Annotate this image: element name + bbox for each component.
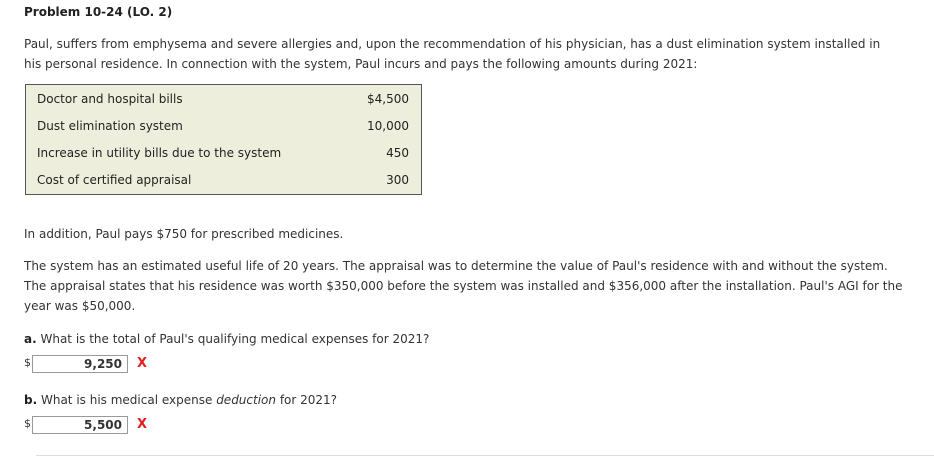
incorrect-x-icon: X xyxy=(137,417,148,432)
amount-value: 450 xyxy=(386,146,409,160)
amount-value: 300 xyxy=(386,173,409,187)
system-details: The system has an estimated useful life of 20 years. The appraisal was to determine the value of Paul's residence with and without the system. The appraisal states that his residence was worth $350,000 before the system was installed and $356,000 after the installation. Paul's AGI for the year was $50,000. xyxy=(24,259,903,313)
question-b xyxy=(24,393,337,407)
amounts-row xyxy=(26,140,421,167)
problem-title: Problem 10-24 (LO. 2) xyxy=(24,5,173,19)
amount-description: Increase in utility bills due to the system xyxy=(37,146,282,160)
question-b-emphasis: deduction xyxy=(216,393,276,407)
currency-symbol: $ xyxy=(24,356,31,369)
currency-symbol: $ xyxy=(24,417,31,430)
amount-description: Doctor and hospital bills xyxy=(37,92,183,106)
incorrect-x-icon: X xyxy=(137,356,148,371)
problem-intro: Paul, suffers from emphysema and severe allergies and, upon the recommendation of his physician, has a dust elimination system installed in his personal residence. In connection with the system, Paul incurs and pays the following amounts during 2021: xyxy=(24,37,881,71)
amounts-row xyxy=(26,113,421,140)
question-b-letter: b. xyxy=(24,393,38,407)
question-a-letter: a. xyxy=(24,332,37,346)
amounts-table xyxy=(25,84,422,195)
answer-b-input[interactable]: 5,500 xyxy=(32,416,128,434)
question-b-text-after: for 2021? xyxy=(276,393,338,407)
question-a xyxy=(24,332,429,346)
additional-info: In addition, Paul pays $750 for prescribed medicines. xyxy=(24,227,344,241)
answer-a-input[interactable]: 9,250 xyxy=(32,355,128,373)
divider xyxy=(36,455,934,456)
amount-value: $4,500 xyxy=(367,92,409,106)
question-b-text-before: What is his medical expense xyxy=(40,393,217,407)
amount-description: Cost of certified appraisal xyxy=(37,173,192,187)
amount-description: Dust elimination system xyxy=(37,119,183,133)
question-a-text: What is the total of Paul's qualifying medical expenses for 2021? xyxy=(40,332,430,346)
amounts-row xyxy=(26,167,421,194)
amount-value: 10,000 xyxy=(367,119,409,133)
amounts-row xyxy=(26,86,421,113)
